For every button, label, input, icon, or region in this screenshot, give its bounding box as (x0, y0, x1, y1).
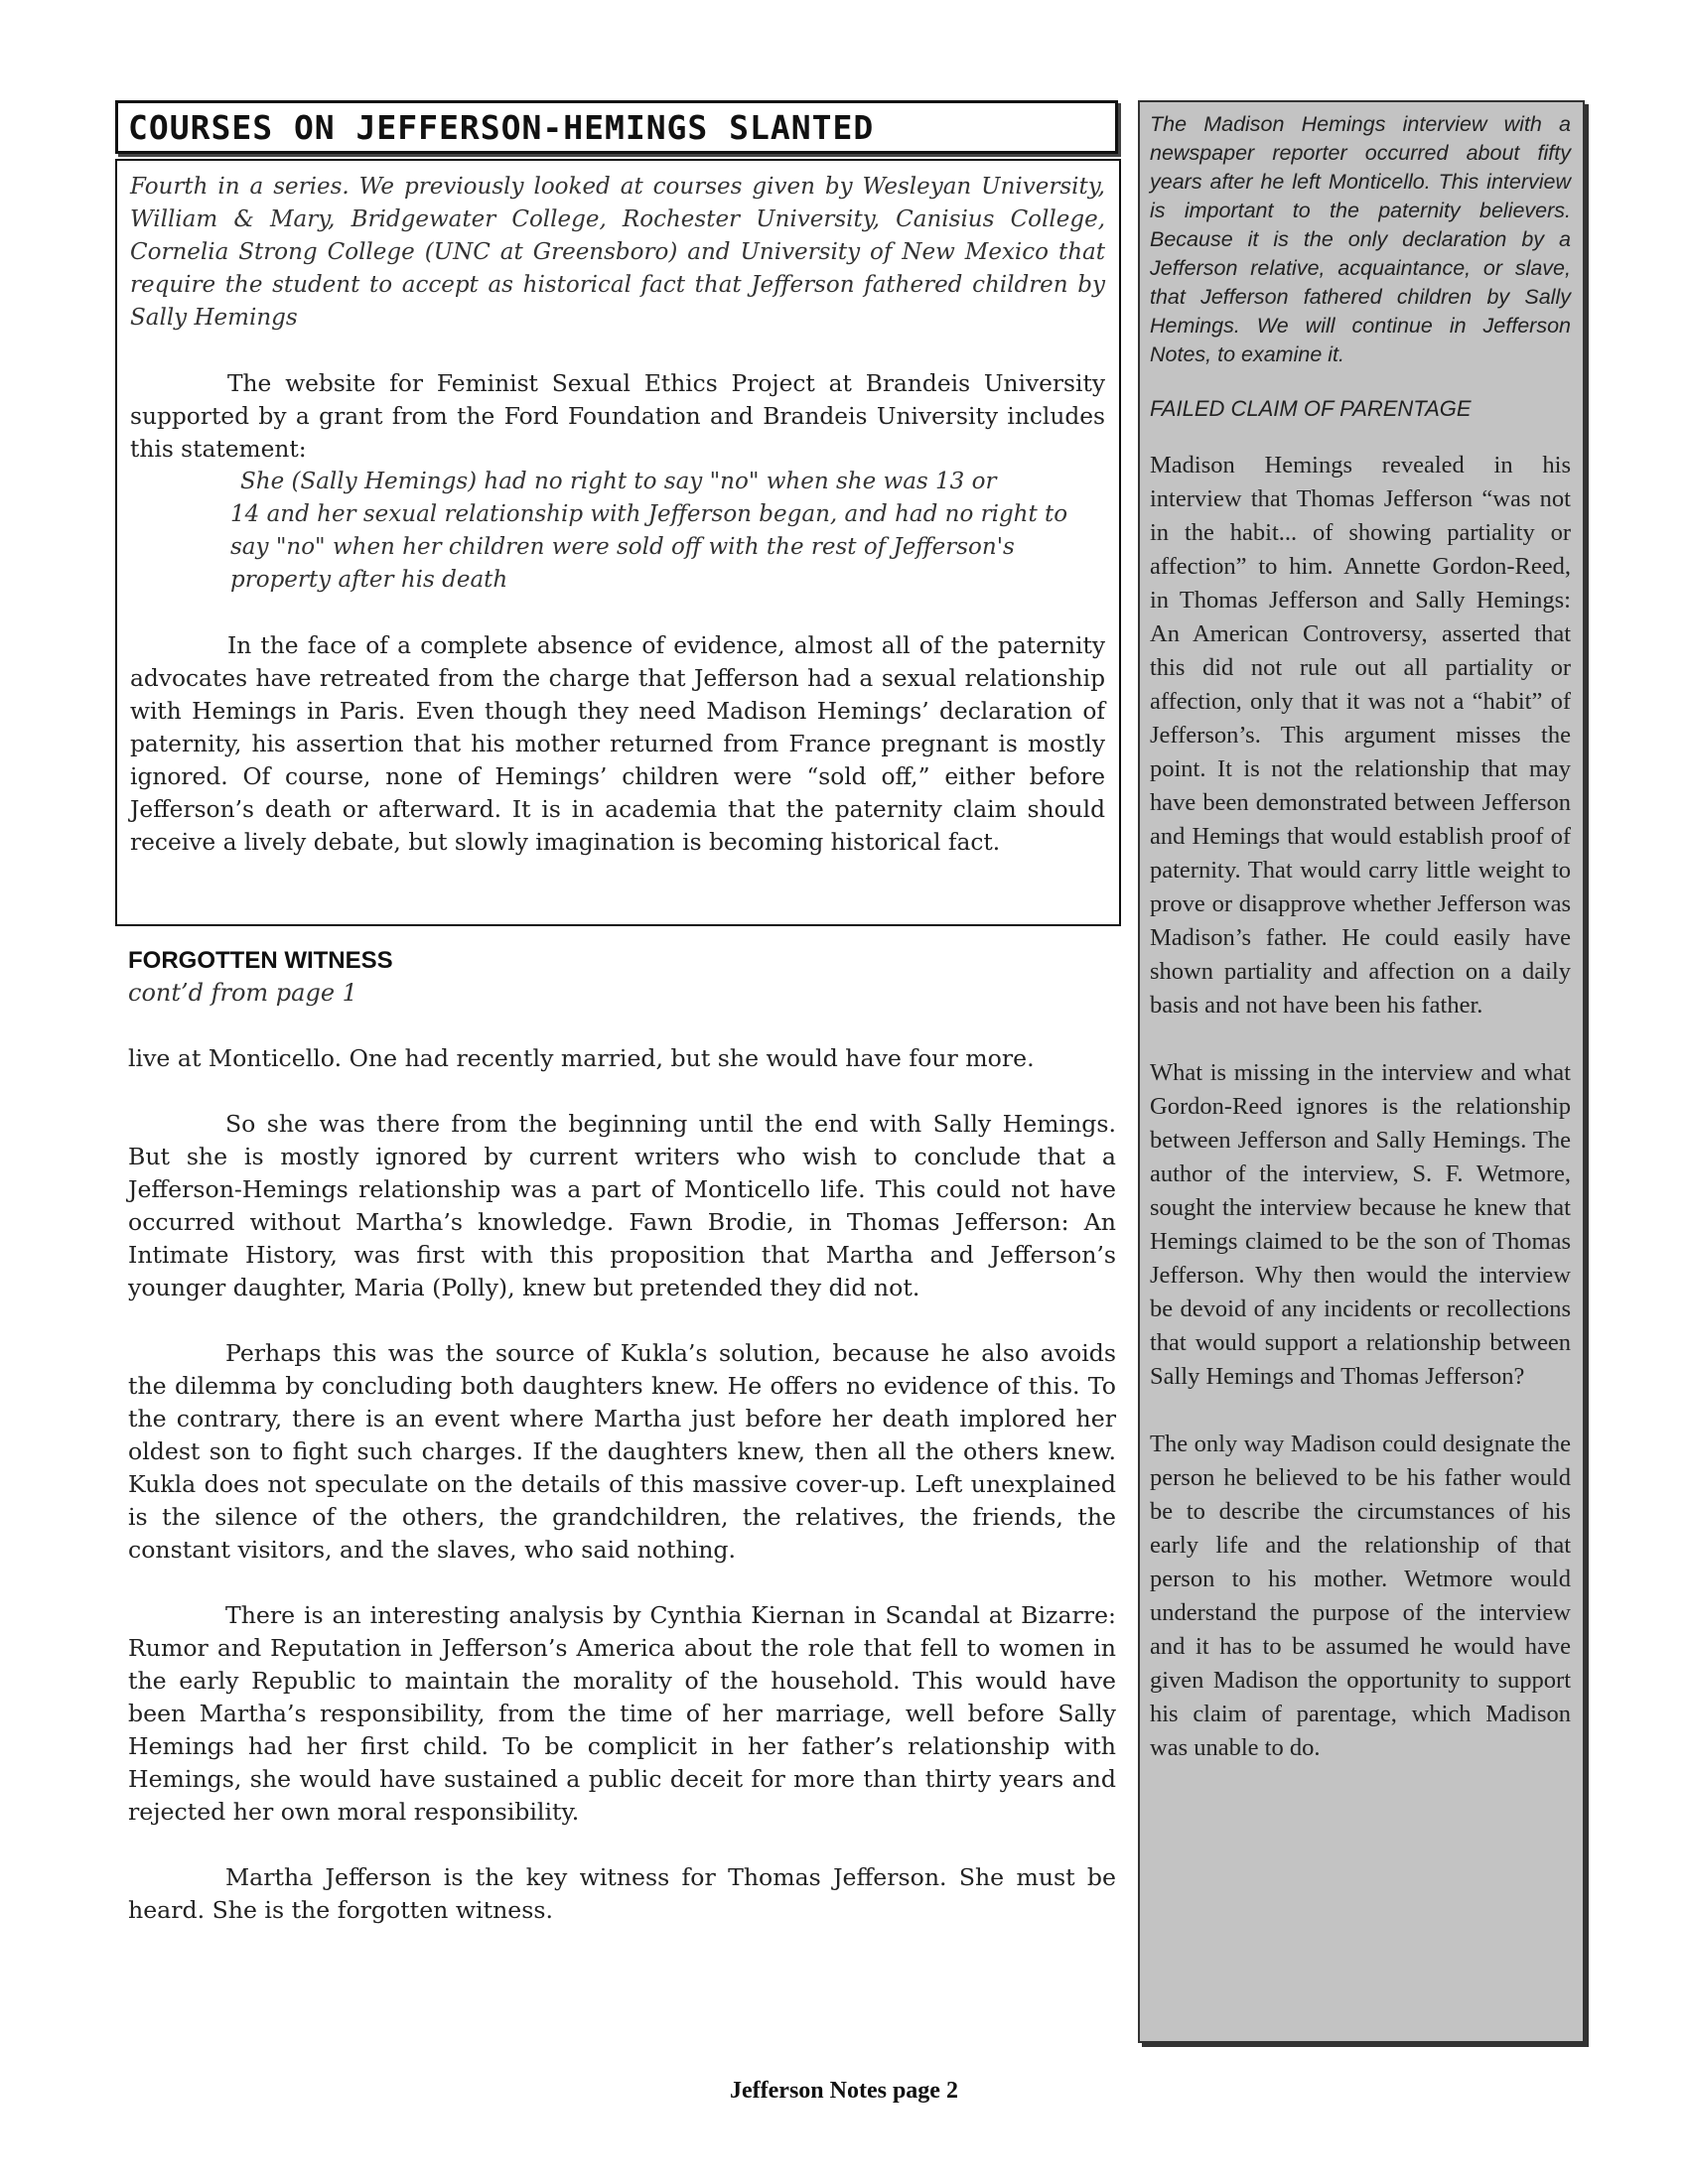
continued-note: cont’d from page 1 (128, 979, 357, 1007)
brandeis-paragraph: The website for Feminist Sexual Ethics Project at Brandeis University supported by a grant from the Ford Foundation and Brandeis University includes this statement: (130, 370, 1105, 463)
sidebar-paragraph: Madison Hemings revealed in his interview that Thomas Jefferson “was not in the habit... of showing partiality or affection” to him. Annette Gordon-Reed, in Thomas Jefferson and Sally Hemings: An American Controversy, asserted that this did not rule out all partiality or affection, only that it was not a “habit” of Jefferson’s. This argument misses the point. It is not the relationship that may have been demonstrated between Jefferson and Hemings that would establish proof of paternity. That would carry little weight to prove or disapprove whether Jefferson was Madison’s father. He could easily have shown partiality and affection on a daily basis and not have been his father. (1150, 452, 1571, 1019)
article-paragraph: Perhaps this was the source of Kukla’s solution, because he also avoids the dilemma by concluding both daughters knew. He offers no evidence of this. To the contrary, there is an event where Martha just before her death implored her oldest son to fight such charges. If the daughters knew, then all the others knew. Kukla does not speculate on the details of this massive cover-up. Left unexplained is the silence of the others, the grandchildren, the relatives, the friends, the constant visitors, and the slaves, who said nothing. (128, 1339, 1116, 1564)
quote-continuation: 14 and her sexual relationship with Jefferson began, and had no right to say "no" when her children were sold off with the rest of Jefferson's property after his death (230, 501, 1068, 593)
brandeis-quote (230, 466, 1071, 597)
article-paragraph: There is an interesting analysis by Cynthia Kiernan in Scandal at Bizarre: Rumor and Reputation in Jefferson’s America about the role that fell to women in the early Republic to maintain the morality of the household. This would have been Martha’s responsibility, from the time of her marriage, well before Sally Hemings had her first child. To be complicit in her father’s relationship with Hemings, she would have sustained a public deceit for more than thirty years and rejected her own moral responsibility. (128, 1601, 1116, 1826)
forgotten-witness-body (128, 1042, 1116, 1927)
forgotten-witness-heading: FORGOTTEN WITNESS (128, 947, 393, 974)
sidebar-paragraph: What is missing in the interview and what Gordon-Reed ignores is the relationship between Jefferson and Sally Hemings. The author of the interview, S. F. Wetmore, sought the interview because he knew that Hemings claimed to be the son of Thomas Jefferson. Why then would the interview be devoid of any incidents or recollections that would support a relationship between Sally Hemings and Thomas Jefferson? (1150, 1059, 1571, 1390)
sidebar-column (1138, 100, 1585, 2043)
page-footer: Jefferson Notes page 2 (730, 2078, 958, 2104)
headline-box (115, 100, 1118, 154)
courses-article-box (115, 159, 1121, 926)
headline: COURSES ON JEFFERSON-HEMINGS SLANTED (128, 107, 875, 147)
sidebar-heading: FAILED CLAIM OF PARENTAGE (1150, 396, 1472, 421)
series-intro: Fourth in a series. We previously looked at courses given by Wesleyan University, William & Mary, Bridgewater College, Rochester University, Canisius College, Cornelia Strong College (UNC at Greensboro) and University of New Mexico that require the student to accept as historical fact that Jefferson fathered children by Sally Hemings (130, 174, 1105, 331)
article-paragraph: Martha Jefferson is the key witness for Thomas Jefferson. She must be heard. She is the forgotten witness. (128, 1863, 1116, 1924)
sidebar-intro: The Madison Hemings interview with a newspaper reporter occurred about fifty years after he left Monticello. This interview is important to the paternity believers. Because it is the only declaration by a Jefferson relative, acquaintance, or slave, that Jefferson fathered children by Sally Hemings. We will continue in Jefferson Notes, to examine it. (1150, 112, 1571, 366)
paternity-paragraph: In the face of a complete absence of evidence, almost all of the paternity advocates have retreated from the charge that Jefferson had a sexual relationship with Hemings in Paris. Even though they need Madison Hemings’ declaration of paternity, his assertion that his mother returned from France pregnant is mostly ignored. Of course, none of Hemings’ children were “sold off,” either before Jefferson’s death or afterward. It is in academia that the paternity claim should receive a lively debate, but slowly imagination is becoming historical fact. (130, 632, 1105, 856)
quote-line: She (Sally Hemings) had no right to say "no" when she was 13 or (240, 469, 997, 494)
article-paragraph: So she was there from the beginning until the end with Sally Hemings. But she is mostly ignored by current writers who wish to conclude that a Jefferson-Hemings relationship was a part of Monticello life. This could not have occurred without Martha’s knowledge. Fawn Brodie, in Thomas Jefferson: An Intimate History, was first with this proposition that Martha and Jefferson’s younger daughter, Maria (Polly), knew but pretended they did not. (128, 1110, 1116, 1301)
sidebar-paragraph: The only way Madison could designate the person he believed to be his father would be to describe the circumstances of his early life and the relationship of that person to his mother. Wetmore would understand the purpose of the interview and it has to be assumed he would have given Madison the opportunity to support his claim of parentage, which Madison was unable to do. (1150, 1431, 1571, 1761)
article-paragraph: live at Monticello. One had recently married, but she would have four more. (128, 1044, 1035, 1072)
